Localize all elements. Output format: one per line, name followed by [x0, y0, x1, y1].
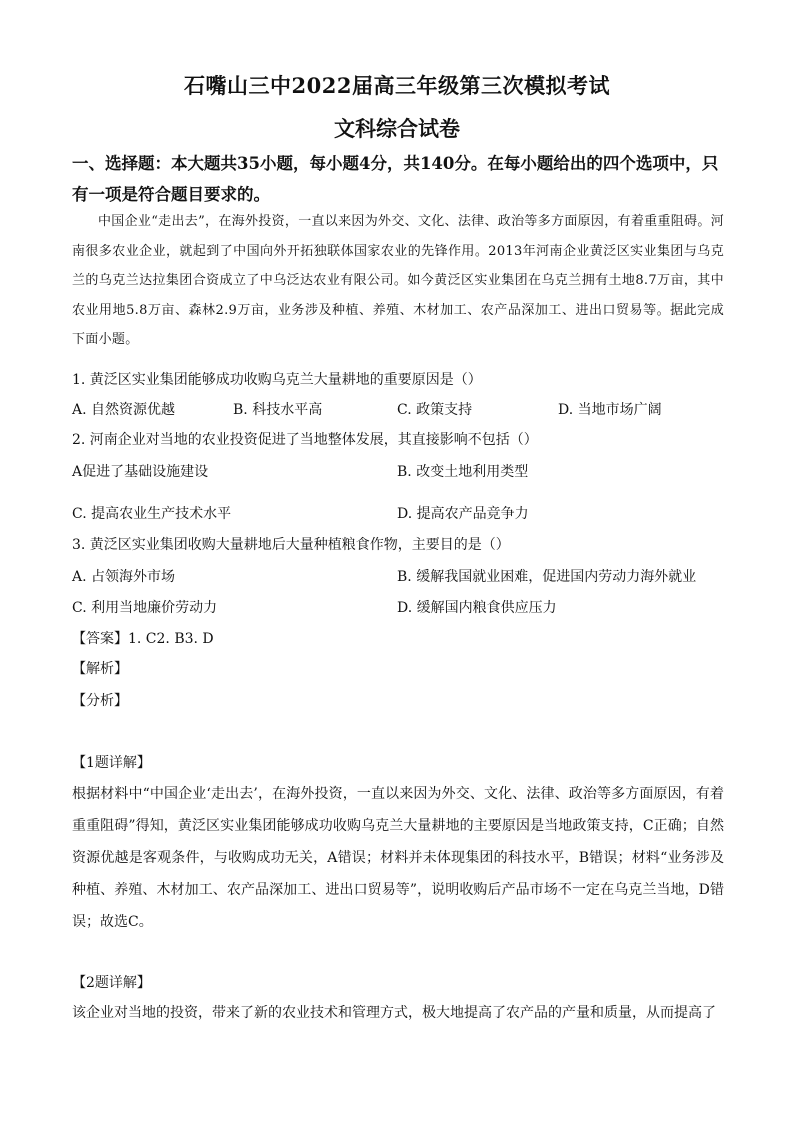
question-1-option-b: B. 科技水平高: [233, 402, 323, 418]
answer-line: [72, 629, 214, 649]
fenxi-label: 【分析】: [72, 693, 128, 709]
question-2-option-d: D. 提高农产品竞争力: [397, 506, 529, 522]
question-3-option-d: D. 缓解国内粮食供应压力: [397, 600, 557, 616]
question-1-stem: 1. 黄泛区实业集团能够成功收购乌克兰大量耕地的重要原因是（）: [72, 372, 482, 388]
section-heading: 一、选择题：本大题共35小题，每小题4分，共140分。在每小题给出的四个选项中，只有一项是符合题目要求的。: [72, 154, 719, 204]
question-1-option-d: D. 当地市场广阔: [558, 402, 662, 418]
detail-2-text: 该企业对当地的投资，带来了新的农业技术和管理方式，极大地提高了农产品的产量和质量，从而提高了: [72, 1005, 716, 1021]
exam-subtitle: 文科综合试卷: [334, 116, 460, 141]
detail-1-label: 【1题详解】: [72, 755, 151, 771]
answer-value: 1. C2. B3. D: [128, 631, 214, 647]
question-3-option-a: A. 占领海外市场: [72, 569, 176, 585]
question-3-option-b: B. 缓解我国就业困难，促进国内劳动力海外就业: [397, 569, 697, 585]
question-2-stem: 2. 河南企业对当地的农业投资促进了当地整体发展，其直接影响不包括（）: [72, 432, 538, 448]
question-2-option-b: B. 改变土地利用类型: [397, 464, 529, 480]
question-3-stem: 3. 黄泛区实业集团收购大量耕地后大量种植粮食作物，主要目的是（）: [72, 537, 510, 553]
detail-2-label: 【2题详解】: [72, 975, 151, 991]
exam-title: 石嘴山三中2022届高三年级第三次模拟考试: [184, 73, 610, 98]
question-2-option-a: A促进了基础设施建设: [72, 464, 209, 480]
question-2-option-c: C. 提高农业生产技术水平: [72, 506, 232, 522]
question-1-option-c: C. 政策支持: [397, 402, 473, 418]
question-3-option-c: C. 利用当地廉价劳动力: [72, 600, 218, 616]
analysis-label: 【解析】: [72, 661, 128, 677]
answer-label: 【答案】: [72, 631, 128, 647]
detail-1-text: 根据材料中“中国企业‘走出去’，在海外投资，一直以来因为外交、文化、法律、政治等多方面原因，有着重重阻碍”得知，黄泛区实业集团能够成功收购乌克兰大量耕地的主要原因是当地政策支持，C正确；自然资源优越是客观条件，与收购成功无关，A错误；材料并未体现集团的科技水平，B错误；材料“业务涉及种植、养殖、木材加工、农产品深加工、进出口贸易等”，说明收购后产品市场不一定在乌克兰当地，D错误；故选C。: [72, 786, 724, 930]
question-1-option-a: A. 自然资源优越: [72, 402, 176, 418]
reading-material: 中国企业“走出去”，在海外投资，一直以来因为外交、文化、法律、政治等多方面原因，有着重重阻碍。河南很多农业企业，就起到了中国向外开拓独联体国家农业的先锋作用。2013年河南企业黄泛区实业集团与乌克兰的乌克兰达拉集团合资成立了中乌泛达农业有限公司。如今黄泛区实业集团在乌克兰拥有土地8.7万亩，其中农业用地5.8万亩、森林2.9万亩，业务涉及种植、养殖、木材加工、农产品深加工、进出口贸易等。据此完成下面小题。: [72, 214, 724, 347]
